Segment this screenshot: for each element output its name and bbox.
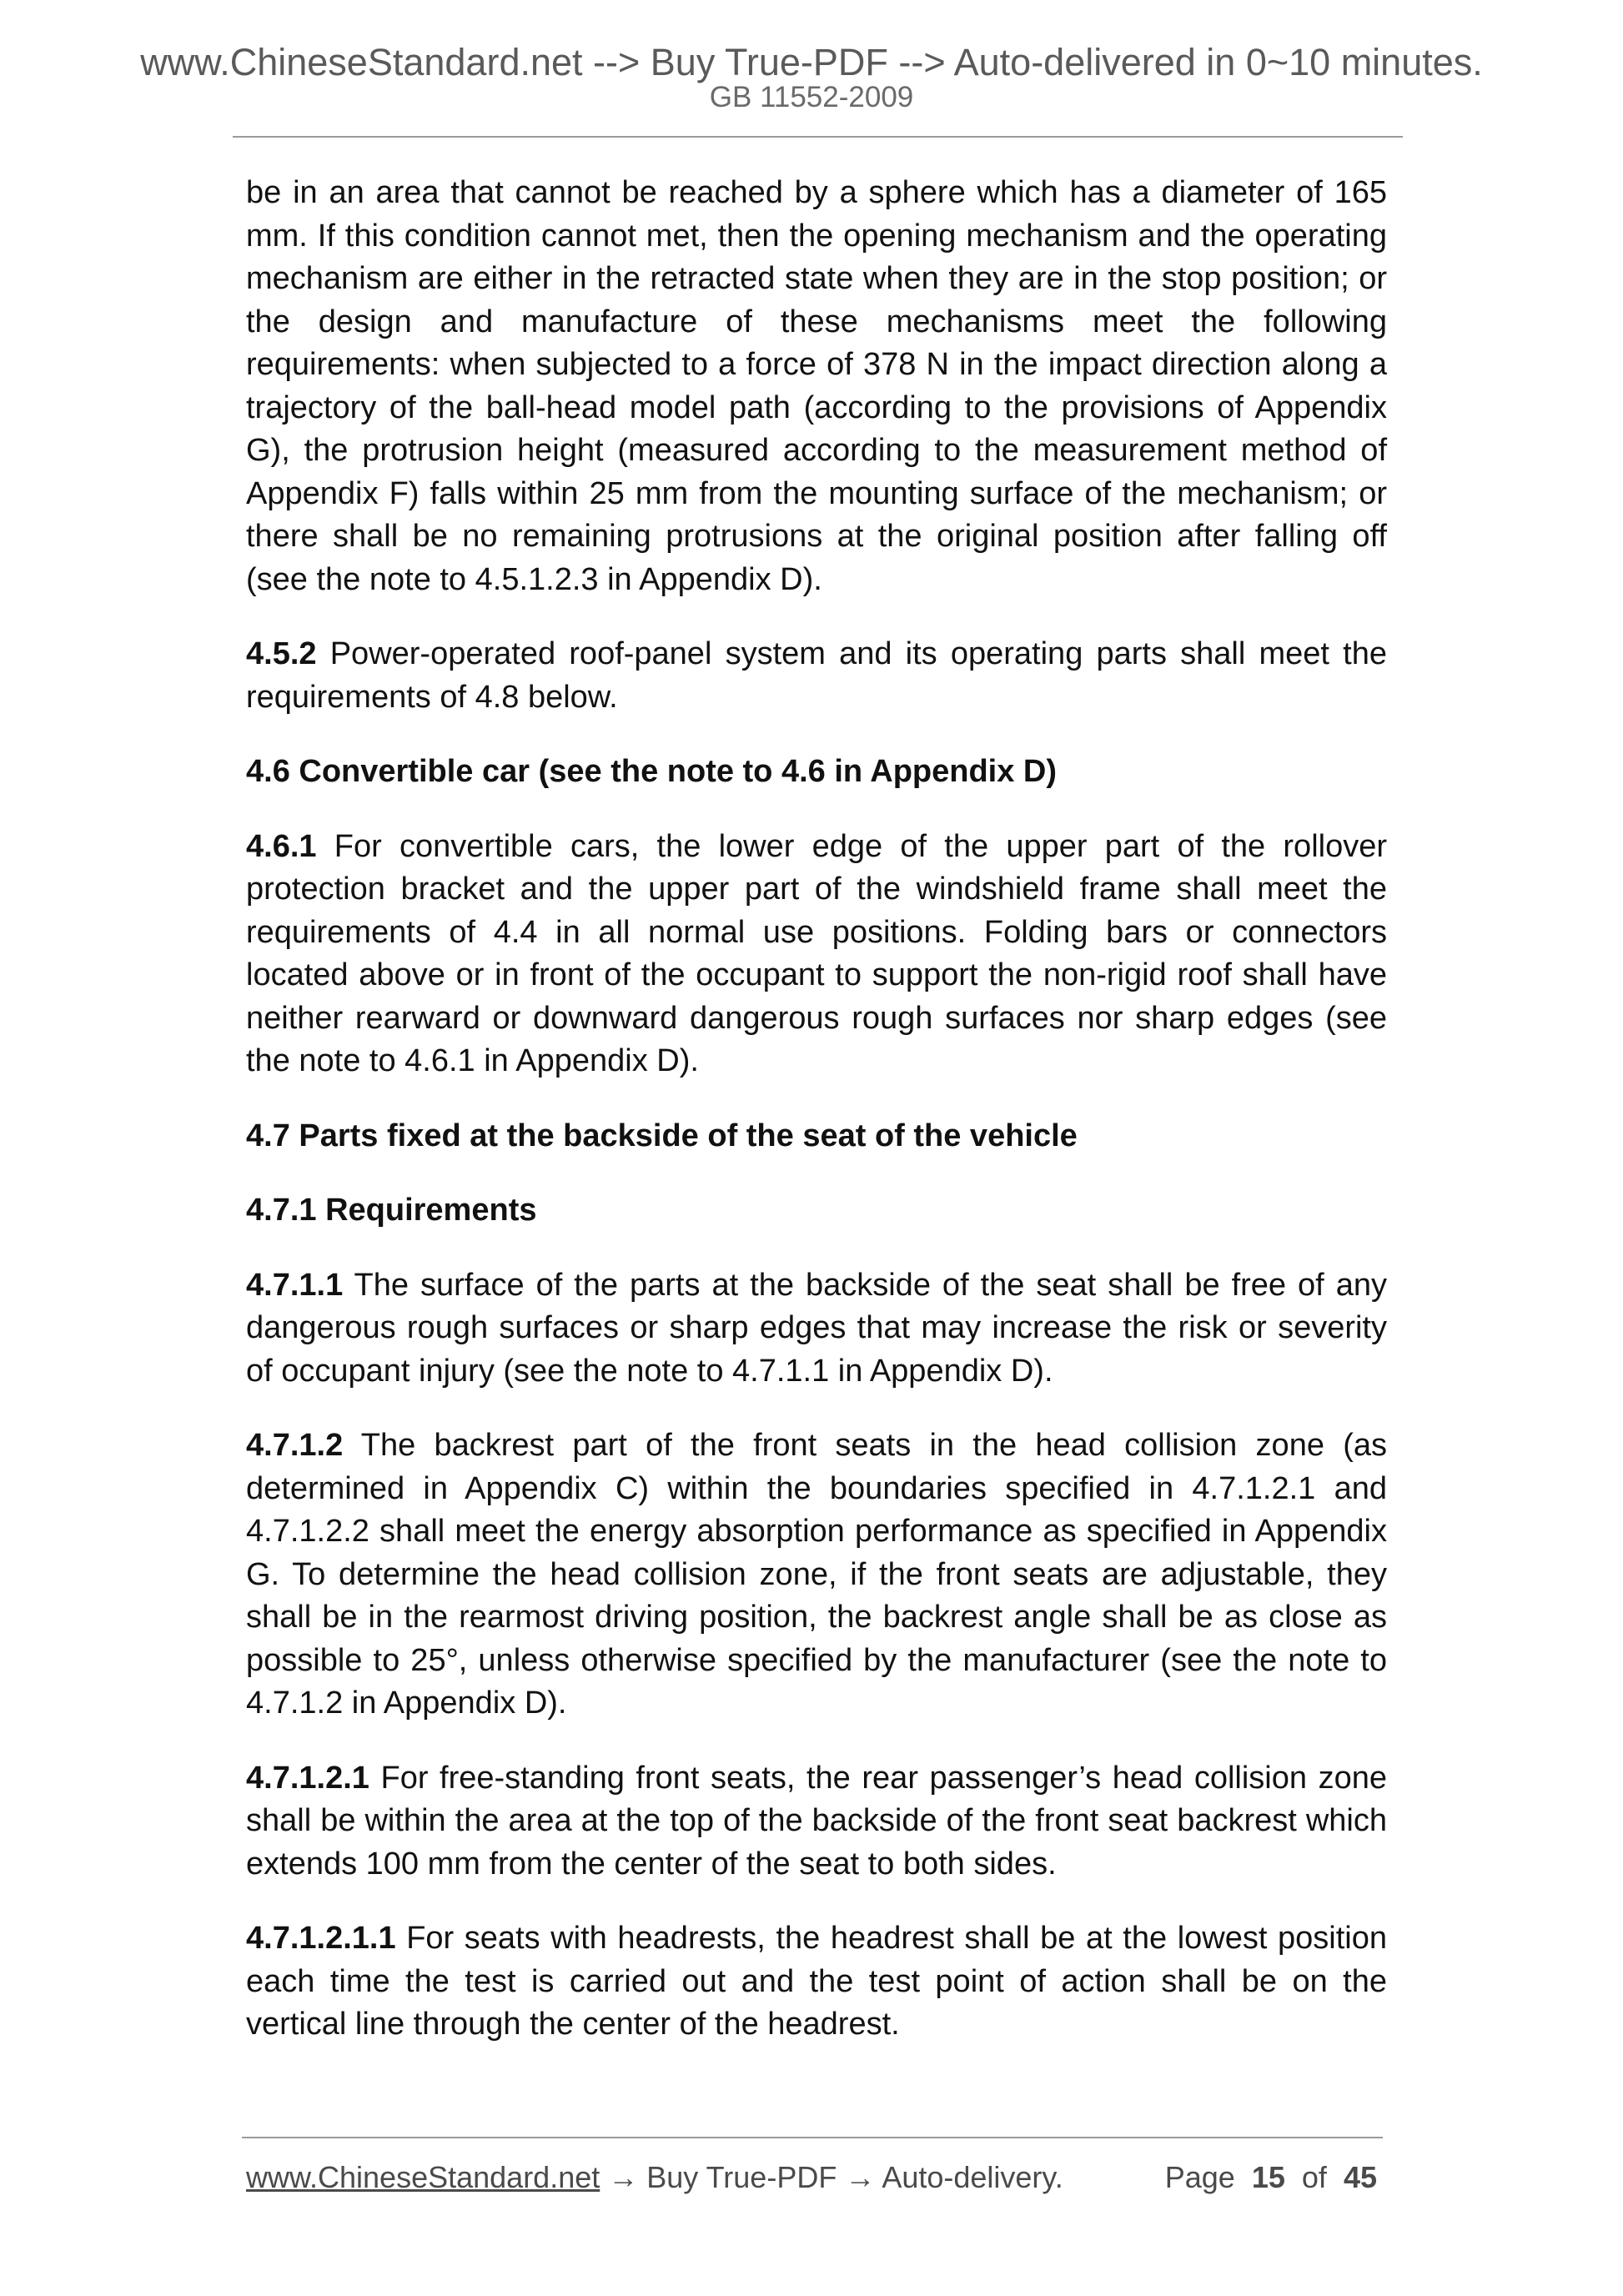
clause-text: The surface of the parts at the backside of the seat shall be free of any dangerous rough surfaces or sharp edges that may increase the risk or severity of occupant injury (see the note to 4.7.1.1 in Appendix D).: [246, 1267, 1387, 1389]
header-divider: [233, 136, 1403, 138]
paragraph-4-7-1-2-1: [246, 1757, 1387, 1887]
paragraph-4-7-1-2-1-1: [246, 1917, 1387, 2047]
heading-4-7-1: 4.7.1 Requirements: [246, 1193, 537, 1228]
clause-text: For convertible cars, the lower edge of the upper part of the rollover protection bracket and the upper part of the windshield frame shall meet the requirements of 4.4 in all normal use positions. Folding bars or connectors located above or in front of the occupant to support the non-rigid roof shall have neither rearward or downward dangerous rough surfaces nor sharp edges (see the note to 4.6.1 in Appendix D).: [246, 828, 1387, 1078]
of-label: of: [1301, 2160, 1327, 2194]
paragraph-4-5-2: [246, 633, 1387, 719]
clause-number: 4.5.2: [246, 636, 317, 671]
clause-text: For free-standing front seats, the rear passenger’s head collision zone shall be within the area at the top of the backside of the front seat backrest which extends 100 mm from the center of the seat to both sides.: [246, 1760, 1387, 1882]
footer-left: [246, 2158, 1063, 2197]
footer-site-link[interactable]: www.ChineseStandard.net: [246, 2160, 600, 2194]
document-body: [246, 172, 1387, 2078]
standard-code: GB 11552-2009: [709, 81, 914, 113]
clause-number: 4.7.1.2: [246, 1428, 344, 1463]
clause-text: For seats with headrests, the headrest shall be at the lowest position each time the test is carried out and the test point of action shall be on the vertical line through the center of the headrest.: [246, 1921, 1387, 2042]
paragraph-4-7-1-2: [246, 1424, 1387, 1726]
footer-tagline: → Buy True-PDF → Auto-delivery.: [600, 2160, 1063, 2194]
clause-text: The backrest part of the front seats in the head collision zone (as determined in Appendix C) within the boundaries specified in 4.7.1.2.1 and 4.7.1.2.2 shall meet the energy absorption performance as specified in Appendix G. To determine the head collision zone, if the front seats are adjustable, they shall be in the rearmost driving position, the backrest angle shall be as close as possible to 25°, unless otherwise specified by the manufacturer (see the note to 4.7.1.2 in Appendix D).: [246, 1428, 1387, 1721]
total-pages-number: 45: [1343, 2160, 1377, 2194]
top-banner: www.ChineseStandard.net --> Buy True-PDF --> Auto-delivered in 0~10 minutes.: [140, 41, 1483, 83]
paragraph-4-6-1: [246, 826, 1387, 1083]
clause-number: 4.7.1.1: [246, 1267, 344, 1303]
page-indicator: [1165, 2158, 1377, 2197]
clause-number: 4.6.1: [246, 828, 317, 864]
heading-4-7: 4.7 Parts fixed at the backside of the seat of the vehicle: [246, 1118, 1078, 1153]
clause-text: Power-operated roof-panel system and its operating parts shall meet the requirements of 4.8 below.: [246, 636, 1387, 715]
page-label: Page: [1164, 2160, 1235, 2194]
paragraph-4-7-1-1: [246, 1264, 1387, 1394]
paragraph-4-5-1-continued: be in an area that cannot be reached by a sphere which has a diameter of 165 mm. If this condition cannot met, then the opening mechanism and the operating mechanism are either in the retracted state when they are in the stop position; or the design and manufacture of these mechanisms meet the following requirements: when subjected to a force of 378 N in the impact direction along a trajectory of the ball-head model path (according to the provisions of Appendix G), the protrusion height (measured according to the measurement method of Appendix F) falls within 25 mm from the mounting surface of the mechanism; or there shall be no remaining protrusions at the original position after falling off (see the note to 4.5.1.2.3 in Appendix D).: [246, 175, 1387, 597]
heading-4-6: 4.6 Convertible car (see the note to 4.6 in Appendix D): [246, 754, 1058, 789]
clause-number: 4.7.1.2.1: [246, 1760, 369, 1796]
footer-divider: [242, 2137, 1383, 2138]
clause-number: 4.7.1.2.1.1: [246, 1921, 396, 1956]
current-page-number: 15: [1251, 2160, 1285, 2194]
